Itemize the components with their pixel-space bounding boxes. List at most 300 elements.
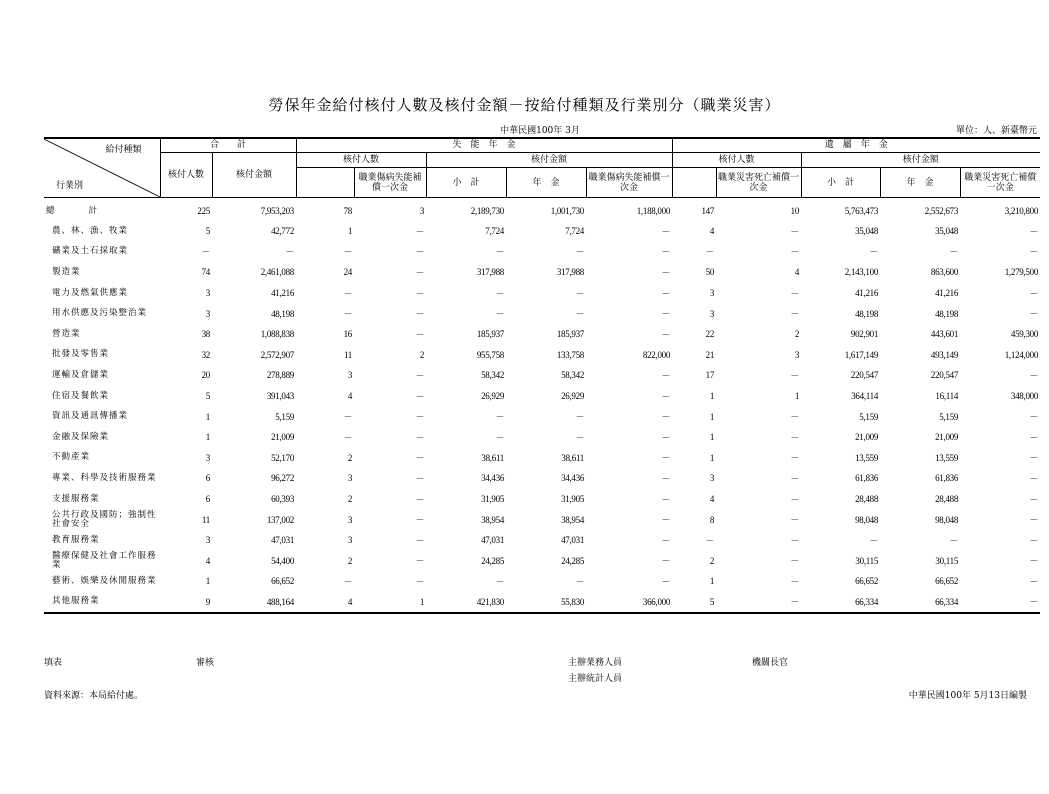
table-cell: 3 <box>205 288 210 299</box>
report-date: 中華民國100年 3月 <box>500 126 580 136</box>
table-cell: － <box>1029 247 1039 258</box>
table-cell: － <box>415 226 425 237</box>
corner-cell <box>44 138 160 198</box>
table-cell: 1 <box>205 411 210 422</box>
table-row <box>44 324 1040 345</box>
table-cell: 4 <box>347 596 353 607</box>
table-cell: 2,572,907 <box>260 349 295 360</box>
table-cell: 38,954 <box>561 514 585 525</box>
table-cell: 11 <box>343 349 353 360</box>
industry-name: 金融及保險業 <box>52 431 110 442</box>
table-cell: 2 <box>347 555 353 566</box>
table-cell: 2 <box>347 452 353 463</box>
table-cell: 5,159 <box>859 411 879 422</box>
disability-subtotal-header: 小 計 <box>426 168 506 198</box>
table-cell: 50 <box>705 267 715 278</box>
table-cell: 66,652 <box>271 576 295 587</box>
table-cell: － <box>705 247 715 258</box>
table-cell: 3 <box>205 452 210 463</box>
table-cell: 38,954 <box>481 514 505 525</box>
industry-name: 不動產業 <box>52 452 91 463</box>
table-row <box>44 571 1040 592</box>
table-cell: － <box>1029 576 1039 587</box>
footer-compiled: 中華民國100年 5月13日編製 <box>908 691 1027 701</box>
industry-name: 運輸及倉儲業 <box>52 369 110 380</box>
table-cell: 55,830 <box>561 596 585 607</box>
table-cell: 2 <box>347 494 353 505</box>
table-cell: 13,559 <box>855 452 879 463</box>
table-cell: 21,009 <box>935 432 959 443</box>
table-cell: 4 <box>794 267 800 278</box>
table-cell: － <box>661 247 671 258</box>
industry-name: 教育服務業 <box>52 534 100 545</box>
table-cell: 41,216 <box>855 288 879 299</box>
table-cell: 96,272 <box>271 473 295 484</box>
table-cell: 31,905 <box>561 494 585 505</box>
table-cell: － <box>415 391 425 402</box>
survivor-lump-amount-header: 職業災害死亡補償一次金 <box>960 168 1040 198</box>
industry-name: 醫療保健及社會工作服務業 <box>52 550 157 570</box>
table-cell: 1,188,000 <box>636 206 671 216</box>
table-cell: 34,436 <box>481 473 505 484</box>
table-cell: 1,124,000 <box>1004 349 1039 360</box>
table-cell: 7,724 <box>485 226 505 237</box>
table-cell: 1 <box>709 411 715 422</box>
table-cell: 364,114 <box>851 391 879 402</box>
table-cell: 2,143,100 <box>844 267 879 278</box>
table-cell: － <box>343 247 353 258</box>
table-cell: 391,043 <box>266 391 295 402</box>
table-cell: － <box>495 309 505 320</box>
table-cell: － <box>661 515 671 526</box>
table-cell: － <box>415 494 425 505</box>
table-cell: 20 <box>201 370 210 381</box>
table-cell: － <box>201 247 210 258</box>
table-cell: 2,461,088 <box>260 267 295 278</box>
table-cell: 38 <box>201 329 210 340</box>
table-cell: － <box>705 535 715 546</box>
table-cell: － <box>790 556 800 567</box>
table-cell: － <box>415 576 425 587</box>
report-title: 勞保年金給付核付人數及核付金額－按給付種類及行業別分（職業災害） <box>268 96 781 114</box>
table-cell: 4 <box>347 391 353 402</box>
survivor-subtotal-header: 小 計 <box>801 168 880 198</box>
table-cell: － <box>790 412 800 423</box>
corner-bottom-label: 行業別 <box>56 181 84 191</box>
table-row <box>44 530 1040 551</box>
table-cell: － <box>790 535 800 546</box>
table-cell: － <box>575 432 585 443</box>
table-cell: 32 <box>201 349 210 360</box>
table-cell: － <box>1029 309 1039 320</box>
industry-name: 製造業 <box>52 266 81 277</box>
table-cell: 66,334 <box>935 596 959 607</box>
table-cell: 47,031 <box>481 535 505 546</box>
table-cell: － <box>415 432 425 443</box>
table-cell: 822,000 <box>642 349 671 360</box>
table-cell: 2 <box>794 329 800 340</box>
table-cell: － <box>415 247 425 258</box>
table-cell: 137,002 <box>266 514 295 525</box>
table-row <box>44 509 1040 530</box>
industry-name: 住宿及餐飲業 <box>52 390 110 401</box>
industry-name: 營造業 <box>52 328 81 339</box>
table-row <box>44 262 1040 283</box>
table-cell: － <box>1029 226 1039 237</box>
table-cell: － <box>661 329 671 340</box>
footer-head: 機關長官 <box>752 658 789 668</box>
table-cell: 3 <box>709 308 715 319</box>
table-cell: － <box>575 309 585 320</box>
table-cell: － <box>415 267 425 278</box>
industry-name: 礦業及土石採取業 <box>52 246 129 257</box>
table-row <box>44 406 1040 427</box>
table-cell: 3 <box>347 535 353 546</box>
table-cell: － <box>1029 370 1039 381</box>
table-cell: － <box>1029 535 1039 546</box>
table-cell: 366,000 <box>642 596 671 607</box>
table-cell: 3 <box>709 288 715 299</box>
table-cell: － <box>790 432 800 443</box>
table-cell: － <box>661 288 671 299</box>
table-cell: － <box>495 432 505 443</box>
table-cell: 26,929 <box>561 391 585 402</box>
table-cell: 66,652 <box>935 576 959 587</box>
table-cell: － <box>790 576 800 587</box>
table-cell: － <box>790 597 800 608</box>
table-cell: 1,001,730 <box>550 206 585 216</box>
table-cell: － <box>1029 432 1039 443</box>
disability-amount-header: 核付金額 <box>426 152 672 168</box>
table-cell: － <box>343 412 353 423</box>
table-cell: 47,031 <box>271 535 295 546</box>
survivor-count-blank <box>672 168 716 198</box>
table-cell: 8 <box>709 514 715 525</box>
table-cell: － <box>661 309 671 320</box>
table-cell: 2 <box>419 349 425 360</box>
table-cell: － <box>415 309 425 320</box>
survivor-annuity-header: 年 金 <box>880 168 960 198</box>
industry-name: 農、林、漁、牧業 <box>52 225 129 236</box>
disability-count-header: 核付人數 <box>296 152 426 168</box>
table-cell: 185,937 <box>556 329 585 340</box>
table-cell: 35,048 <box>855 226 879 237</box>
total-count-header: 核付人數 <box>160 152 212 198</box>
table-cell: 1 <box>347 226 353 237</box>
table-cell: － <box>790 370 800 381</box>
table-cell: 41,216 <box>271 288 295 299</box>
survivor-lump-count-header: 職業災害死亡補償一次金 <box>716 168 801 198</box>
table-cell: － <box>285 247 295 258</box>
table-cell: 4 <box>709 494 715 505</box>
industry-name: 電力及燃氣供應業 <box>52 287 129 298</box>
table-cell: 493,149 <box>930 349 959 360</box>
table-cell: 2,189,730 <box>470 206 505 216</box>
table-cell: 60,393 <box>271 494 295 505</box>
table-cell: 10 <box>790 206 800 216</box>
table-cell: 42,772 <box>271 226 295 237</box>
table-cell: 17 <box>705 370 715 381</box>
footer-statistics-officer: 主辦統計人員 <box>568 674 623 684</box>
table-cell: 4 <box>709 226 715 237</box>
table-cell: － <box>415 556 425 567</box>
table-cell: 1 <box>709 432 715 443</box>
table-cell: 28,488 <box>855 494 879 505</box>
table-cell: － <box>575 576 585 587</box>
table-cell: 2,552,673 <box>924 206 959 216</box>
table-cell: 35,048 <box>935 226 959 237</box>
table-cell: 34,436 <box>561 473 585 484</box>
table-cell: － <box>869 247 879 258</box>
table-cell: － <box>415 473 425 484</box>
industry-name: 公共行政及國防；強制性社會安全 <box>52 509 157 529</box>
industry-name: 總 計 <box>46 205 98 216</box>
table-cell: － <box>495 576 505 587</box>
disability-lump-amount-header: 職業傷病失能補償一次金 <box>586 168 672 198</box>
table-cell: － <box>1029 453 1039 464</box>
table-cell: 3 <box>347 473 353 484</box>
table-cell: 28,488 <box>935 494 959 505</box>
table-row <box>44 468 1040 489</box>
table-cell: － <box>790 288 800 299</box>
footer-business-officer: 主辦業務人員 <box>568 658 623 668</box>
table-cell: 47,031 <box>561 535 585 546</box>
data-table <box>44 137 1040 614</box>
survivor-amount-header: 核付金額 <box>801 152 1040 168</box>
table-cell: 220,547 <box>930 370 959 381</box>
table-cell: 902,901 <box>850 329 879 340</box>
table-cell: 5 <box>205 391 210 402</box>
table-cell: 5,159 <box>939 411 959 422</box>
table-cell: － <box>949 535 959 546</box>
table-cell: 1 <box>709 391 715 402</box>
table-cell: 1,617,149 <box>844 349 879 360</box>
table-cell: － <box>415 535 425 546</box>
table-cell: 7,724 <box>565 226 585 237</box>
table-cell: 488,164 <box>266 596 295 607</box>
table-cell: － <box>415 370 425 381</box>
table-cell: － <box>790 494 800 505</box>
table-cell: － <box>661 453 671 464</box>
table-row <box>44 427 1040 448</box>
table-cell: － <box>790 453 800 464</box>
table-cell: 21,009 <box>271 432 295 443</box>
footer-source: 資料來源：本局給付處。 <box>44 691 144 701</box>
table-cell: 1 <box>419 596 425 607</box>
table-cell: 21,009 <box>855 432 879 443</box>
table-cell: － <box>1029 412 1039 423</box>
table-cell: 4 <box>205 555 210 566</box>
table-cell: 3 <box>205 535 210 546</box>
table-cell: － <box>661 432 671 443</box>
table-cell: 6 <box>205 494 210 505</box>
table-cell: 52,170 <box>271 452 295 463</box>
table-cell: 133,758 <box>556 349 585 360</box>
table-cell: － <box>661 556 671 567</box>
table-cell: 66,334 <box>855 596 879 607</box>
table-cell: － <box>415 329 425 340</box>
table-cell: 147 <box>701 206 715 216</box>
table-cell: 225 <box>197 206 210 216</box>
footer-preparer: 填表 <box>44 658 63 668</box>
table-cell: 41,216 <box>935 288 959 299</box>
table-cell: － <box>869 535 879 546</box>
table-cell: 66,652 <box>855 576 879 587</box>
table-cell: 3 <box>347 370 353 381</box>
table-cell: － <box>790 515 800 526</box>
table-cell: － <box>343 576 353 587</box>
table-cell: 16,114 <box>935 391 959 402</box>
table-cell: 24,285 <box>481 555 505 566</box>
table-cell: － <box>415 412 425 423</box>
table-cell: 24 <box>343 267 353 278</box>
industry-name: 專業、科學及技術服務業 <box>52 472 157 483</box>
table-cell: － <box>661 267 671 278</box>
table-cell: 421,830 <box>476 596 505 607</box>
table-cell: 24,285 <box>561 555 585 566</box>
table-cell: － <box>495 288 505 299</box>
table-cell: － <box>790 473 800 484</box>
table-cell: － <box>343 309 353 320</box>
table-cell: 459,300 <box>1010 329 1039 340</box>
table-cell: 58,342 <box>561 370 585 381</box>
table-cell: 1,279,500 <box>1004 267 1039 278</box>
table-cell: 5 <box>205 226 210 237</box>
table-row <box>44 221 1040 242</box>
table-cell: 443,601 <box>930 329 959 340</box>
table-cell: － <box>790 309 800 320</box>
footer-reviewer: 審核 <box>196 658 215 668</box>
table-cell: 98,048 <box>935 514 959 525</box>
table-cell: 7,953,203 <box>260 206 295 216</box>
table-cell: － <box>661 494 671 505</box>
table-row <box>44 242 1040 263</box>
table-cell: 348,000 <box>1010 391 1039 402</box>
table-cell: 5 <box>709 596 715 607</box>
table-cell: － <box>790 226 800 237</box>
table-cell: － <box>1029 473 1039 484</box>
table-cell: － <box>949 247 959 258</box>
table-cell: 1 <box>709 576 715 587</box>
table-cell: － <box>661 391 671 402</box>
table-row <box>44 448 1040 469</box>
table-cell: － <box>415 288 425 299</box>
table-cell: － <box>790 247 800 258</box>
table-cell: 58,342 <box>481 370 505 381</box>
table-row <box>44 551 1040 572</box>
disability-count-blank <box>296 168 354 198</box>
table-cell: 61,836 <box>935 473 959 484</box>
disability-group-header: 失 能 年 金 <box>296 138 672 152</box>
table-cell: 955,758 <box>476 349 505 360</box>
table-cell: 220,547 <box>850 370 879 381</box>
table-cell: 9 <box>205 596 210 607</box>
table-cell: 13,559 <box>935 452 959 463</box>
table-cell: 1 <box>794 391 800 402</box>
table-cell: － <box>661 535 671 546</box>
table-cell: － <box>575 412 585 423</box>
table-cell: 1,088,838 <box>260 329 295 340</box>
table-row <box>44 365 1040 386</box>
table-cell: － <box>415 453 425 464</box>
table-cell: 54,400 <box>271 555 295 566</box>
industry-name: 批發及零售業 <box>52 349 110 360</box>
table-cell: － <box>343 432 353 443</box>
table-cell: － <box>343 288 353 299</box>
table-cell: － <box>1029 556 1039 567</box>
table-cell: 5,159 <box>275 411 295 422</box>
table-cell: － <box>1029 288 1039 299</box>
table-body <box>44 198 1040 614</box>
table-cell: － <box>661 226 671 237</box>
table-cell: － <box>495 247 505 258</box>
table-cell: 3,210,800 <box>1004 206 1039 216</box>
table-cell: － <box>661 370 671 381</box>
total-group-header: 合 計 <box>160 138 296 152</box>
table-cell: 48,198 <box>271 308 295 319</box>
industry-name: 資訊及通訊傳播業 <box>52 411 129 422</box>
table-cell: 30,115 <box>855 555 879 566</box>
table-cell: 5,763,473 <box>844 206 879 216</box>
disability-lump-count-header: 職業傷病失能補償一次金 <box>354 168 426 198</box>
table-cell: 78 <box>343 206 353 216</box>
table-cell: 185,937 <box>476 329 505 340</box>
table-row <box>44 283 1040 304</box>
table-cell: 278,889 <box>266 370 295 381</box>
table-cell: 38,611 <box>481 452 505 463</box>
table-cell: － <box>495 412 505 423</box>
table-cell: 98,048 <box>855 514 879 525</box>
table-row <box>44 345 1040 366</box>
table-cell: 1 <box>205 432 210 443</box>
table-row <box>44 592 1040 614</box>
industry-name: 用水供應及污染整治業 <box>52 308 148 319</box>
total-amount-header: 核付金額 <box>212 152 296 198</box>
table-cell: 1 <box>205 576 210 587</box>
table-cell: 11 <box>201 514 210 525</box>
table-cell: － <box>575 247 585 258</box>
table-cell: 26,929 <box>481 391 505 402</box>
table-cell: 31,905 <box>481 494 505 505</box>
table-row <box>44 303 1040 324</box>
survivor-count-header: 核付人數 <box>672 152 801 168</box>
survivor-group-header: 遺 屬 年 金 <box>672 138 1040 152</box>
table-cell: 1 <box>709 452 715 463</box>
table-cell: － <box>1029 597 1039 608</box>
table-cell: 6 <box>205 473 210 484</box>
table-cell: － <box>661 576 671 587</box>
table-cell: 3 <box>794 349 800 360</box>
table-cell: 30,115 <box>935 555 959 566</box>
table-cell: 74 <box>201 267 210 278</box>
table-cell: 317,988 <box>556 267 585 278</box>
industry-name: 支援服務業 <box>52 493 100 504</box>
unit-label: 單位：人、新臺幣元 <box>955 126 1037 136</box>
table-cell: 3 <box>709 473 715 484</box>
table-cell: 16 <box>343 329 353 340</box>
table-cell: 3 <box>347 514 353 525</box>
table-cell: － <box>575 288 585 299</box>
industry-name: 其他服務業 <box>52 596 100 607</box>
table-row <box>44 489 1040 510</box>
table-cell: 2 <box>709 555 715 566</box>
table-cell: － <box>661 473 671 484</box>
table-cell: 21 <box>705 349 715 360</box>
table-row-total <box>44 198 1040 222</box>
table-cell: 48,198 <box>855 308 879 319</box>
table-cell: 61,836 <box>855 473 879 484</box>
industry-name: 藝術、娛樂及休閒服務業 <box>52 575 157 586</box>
